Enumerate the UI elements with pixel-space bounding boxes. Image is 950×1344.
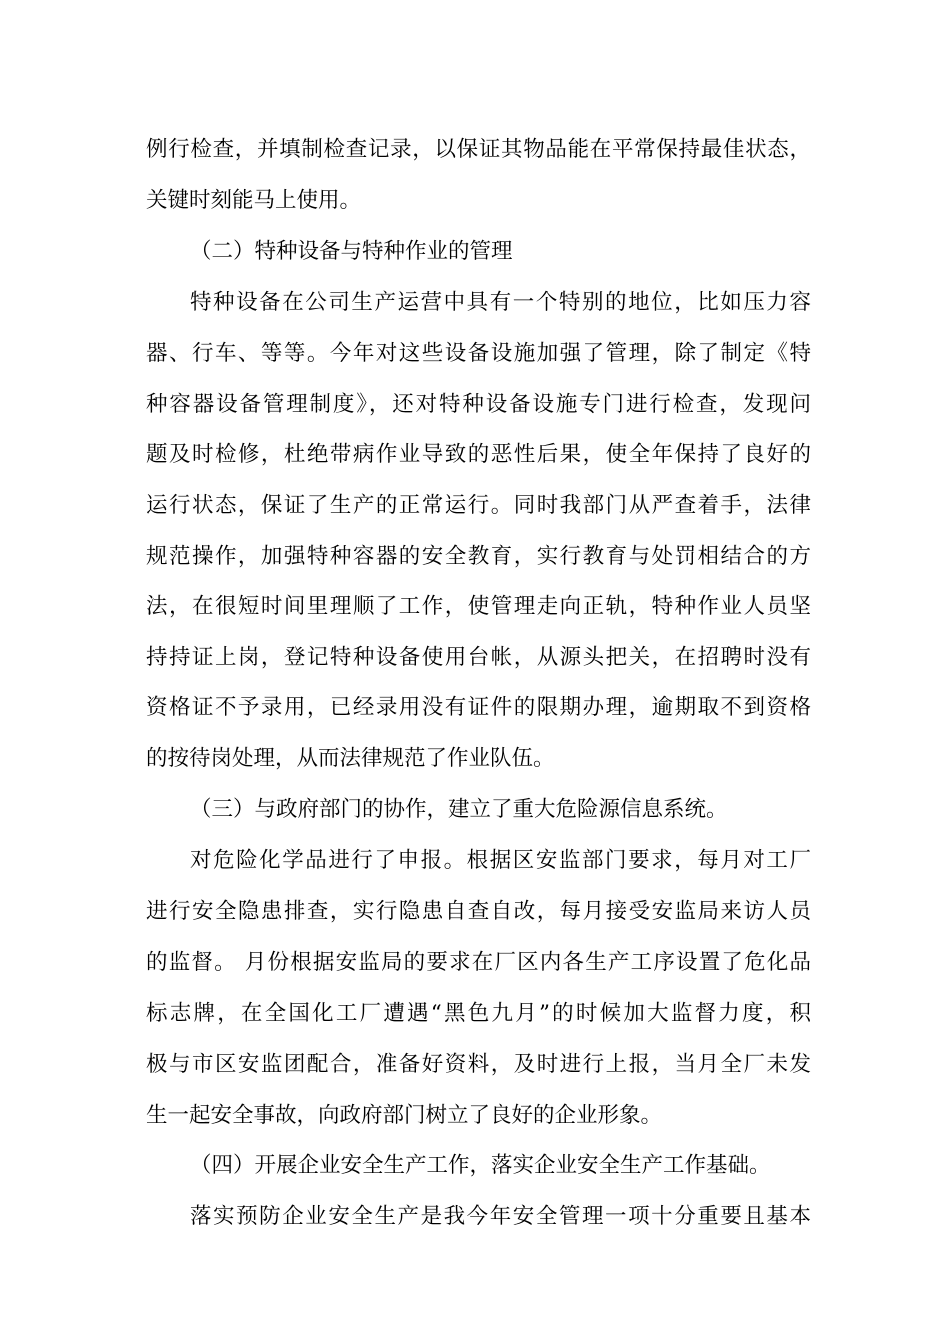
text-line: 的监督。 月份根据安监局的要求在厂区内各生产工序设置了危化品 — [146, 950, 811, 975]
text-line: 器、行车、等等。今年对这些设备设施加强了管理，除了制定《特 — [146, 341, 811, 366]
text-line: 的按待岗处理，从而法律规范了作业队伍。 — [146, 746, 555, 771]
section-heading: （四）开展企业安全生产工作，落实企业安全生产工作基础。 — [190, 1153, 771, 1178]
text-line: 种容器设备管理制度》，还对特种设备设施专门进行检查，发现问 — [146, 392, 811, 417]
text-line: 规范操作，加强特种容器的安全教育，实行教育与处罚相结合的方 — [146, 544, 811, 569]
text-line: 极与市区安监团配合，准备好资料，及时进行上报，当月全厂未发 — [146, 1052, 811, 1077]
text-line: 生一起安全事故，向政府部门树立了良好的企业形象。 — [146, 1103, 663, 1128]
text-line: 法，在很短时间里理顺了工作，使管理走向正轨，特种作业人员坚 — [146, 594, 811, 619]
text-line: 题及时检修，杜绝带病作业导致的恶性后果，使全年保持了良好的 — [146, 442, 811, 467]
text-line: 持持证上岗，登记特种设备使用台帐，从源头把关，在招聘时没有 — [146, 645, 811, 670]
text-line: 标志牌，在全国化工厂遭遇“黑色九月”的时候加大监督力度，积 — [146, 1001, 811, 1026]
text-line: 进行安全隐患排查，实行隐患自查自改，每月接受安监局来访人员 — [146, 899, 811, 924]
text-line: 落实预防企业安全生产是我今年安全管理一项十分重要且基本 — [190, 1204, 811, 1229]
text-line: 特种设备在公司生产运营中具有一个特别的地位，比如压力容 — [190, 290, 811, 315]
text-line: 资格证不予录用，已经录用没有证件的限期办理，逾期取不到资格 — [146, 695, 811, 720]
text-line: 例行检查，并填制检查记录，以保证其物品能在平常保持最佳状态， — [146, 137, 811, 162]
text-line: 对危险化学品进行了申报。根据区安监部门要求，每月对工厂 — [190, 848, 811, 873]
text-line: 运行状态，保证了生产的正常运行。同时我部门从严查着手，法律 — [146, 493, 811, 518]
section-heading: （三）与政府部门的协作，建立了重大危险源信息系统。 — [190, 797, 728, 822]
section-heading: （二）特种设备与特种作业的管理 — [190, 239, 513, 264]
text-line: 关键时刻能马上使用。 — [146, 188, 362, 213]
